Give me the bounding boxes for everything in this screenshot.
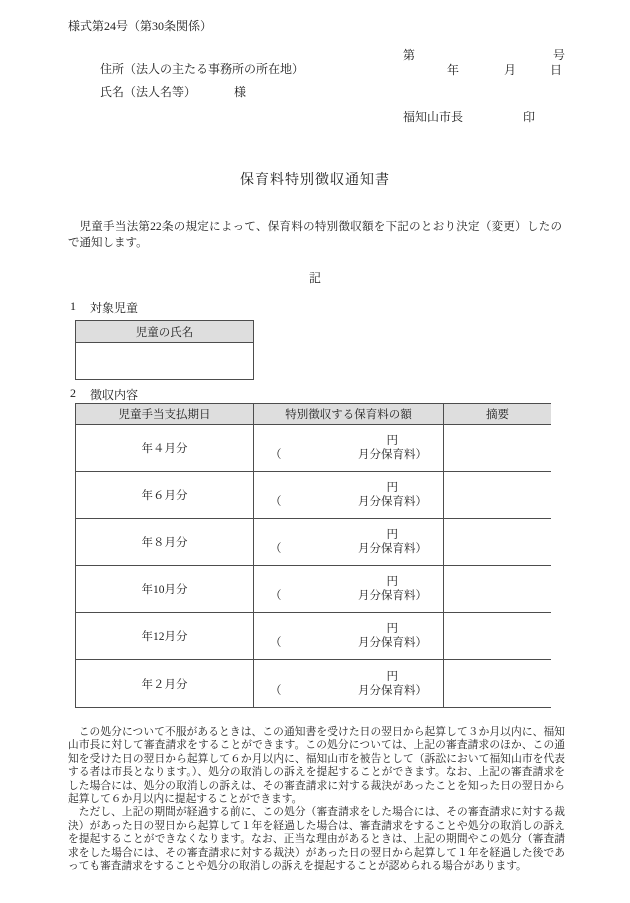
table-row <box>76 613 550 660</box>
appeal-instructions <box>68 726 565 873</box>
column-header-payment-period: 児童手当支払期日 <box>76 404 254 425</box>
period-cell: 年12月分 <box>76 613 254 660</box>
amount-cell <box>254 425 444 472</box>
paren-close: 月分保育料） <box>358 590 427 602</box>
doc-no-suffix: 号 <box>552 48 565 62</box>
children-table-header: 児童の氏名 <box>76 321 253 343</box>
table-row <box>76 519 550 566</box>
children-table <box>75 320 254 380</box>
section-2-number: 2 <box>70 386 76 400</box>
paren-close: 月分保育料） <box>358 637 427 649</box>
date-day-label: 日 <box>549 63 562 77</box>
note-cell <box>444 613 551 660</box>
amount-unit: 円 <box>386 435 398 447</box>
section-2-heading <box>70 386 138 403</box>
appeal-paragraph-2: ただし、上記の期間が経過する前に、この処分（審査請求をした場合には、その審査請求に対する裁決）があった日の翌日から起算して１年を経過した場合は、審査請求をすることや処分の取消しの訴えを提起することができなくなります。なお、正当な理由があるときは、上記の期間やこの処分（審査請求をした場合には、その審査請求に対する裁決）があった日の翌日から起算して１年を経過した後であっても審査請求をすることや処分の取消しの訴えを提起することが認められる場合があります。 <box>68 806 565 873</box>
amount-cell <box>254 613 444 660</box>
paren-open: （ <box>270 590 282 602</box>
amount-cell <box>254 472 444 519</box>
paren-close: 月分保育料） <box>358 684 427 697</box>
recipient-address-label: 住所（法人の主たる事務所の所在地） <box>100 62 305 76</box>
seal-mark: 印 <box>523 110 536 124</box>
date-line <box>403 63 565 78</box>
period-cell: 年４月分 <box>76 425 254 472</box>
doc-no-prefix: 第 <box>403 48 416 62</box>
collection-table <box>75 403 551 708</box>
note-cell <box>444 425 551 472</box>
period-cell: 年２月分 <box>76 660 254 707</box>
recipient-name-label: 氏名（法人名等） <box>100 85 197 99</box>
period-cell: 年８月分 <box>76 519 254 566</box>
recipient-name-line <box>100 85 246 100</box>
date-year-label: 年 <box>446 63 459 77</box>
amount-paren-line <box>254 448 443 462</box>
table-row <box>76 566 550 613</box>
date-month-label: 月 <box>503 63 516 77</box>
paren-open: （ <box>270 496 282 508</box>
note-cell <box>444 566 551 613</box>
table-row <box>76 472 550 519</box>
note-cell <box>444 519 551 566</box>
paren-close: 月分保育料） <box>358 496 427 508</box>
paren-close: 月分保育料） <box>358 543 427 555</box>
amount-unit: 円 <box>386 529 398 541</box>
amount-paren-line <box>254 589 443 603</box>
ki-marker: 記 <box>308 271 321 285</box>
period-cell: 年10月分 <box>76 566 254 613</box>
amount-cell <box>254 519 444 566</box>
amount-unit: 円 <box>386 576 398 588</box>
form-number: 様式第24号（第30条関係） <box>68 19 213 33</box>
paren-open: （ <box>270 637 282 649</box>
paren-open: （ <box>270 684 282 697</box>
note-cell <box>444 472 551 519</box>
amount-paren-line <box>254 495 443 509</box>
paren-open: （ <box>270 543 282 555</box>
table-row <box>76 660 550 707</box>
section-1-heading <box>70 299 138 316</box>
section-2-title: 徴収内容 <box>90 388 139 402</box>
table-row <box>76 425 550 472</box>
column-header-amount: 特別徴収する保育料の額 <box>254 404 444 425</box>
amount-unit: 円 <box>386 670 398 683</box>
amount-cell <box>254 660 444 707</box>
column-header-note: 摘要 <box>444 404 551 425</box>
section-1-number: 1 <box>70 299 76 313</box>
issuer-line <box>403 110 535 125</box>
children-name-cell <box>76 343 253 379</box>
notice-paragraph: 児童手当法第22条の規定によって、保育料の特別徴収額を下記のとおり決定（変更）したので通知します。 <box>68 221 562 249</box>
amount-paren-line <box>254 684 443 698</box>
amount-unit: 円 <box>386 623 398 635</box>
paren-open: （ <box>270 449 282 461</box>
amount-cell <box>254 566 444 613</box>
document-number-line <box>403 48 565 63</box>
collection-table-header-row <box>76 404 550 425</box>
amount-unit: 円 <box>386 482 398 494</box>
section-1-title: 対象児童 <box>90 301 139 315</box>
recipient-honorific: 様 <box>234 85 247 99</box>
document-title: 保育料特別徴収通知書 <box>240 173 390 188</box>
amount-paren-line <box>254 636 443 650</box>
period-cell: 年６月分 <box>76 472 254 519</box>
appeal-paragraph-1: この処分について不服があるときは、この通知書を受けた日の翌日から起算して３か月以内に、福知山市長に対して審査請求をすることができます。この処分については、上記の審査請求のほか、この通知を受けた日の翌日から起算して６か月以内に、福知山市を被告として（訴訟において福知山市を代表する者は市長となります。）、処分の取消しの訴えを提起することができます。なお、上記の審査請求をした場合には、処分の取消しの訴えは、その審査請求に対する裁決があったことを知った日の翌日から起算して６か月以内に提起することができます。 <box>68 726 565 806</box>
note-cell <box>444 660 551 707</box>
paren-close: 月分保育料） <box>358 449 427 461</box>
amount-paren-line <box>254 542 443 556</box>
issuer-name: 福知山市長 <box>403 110 464 124</box>
